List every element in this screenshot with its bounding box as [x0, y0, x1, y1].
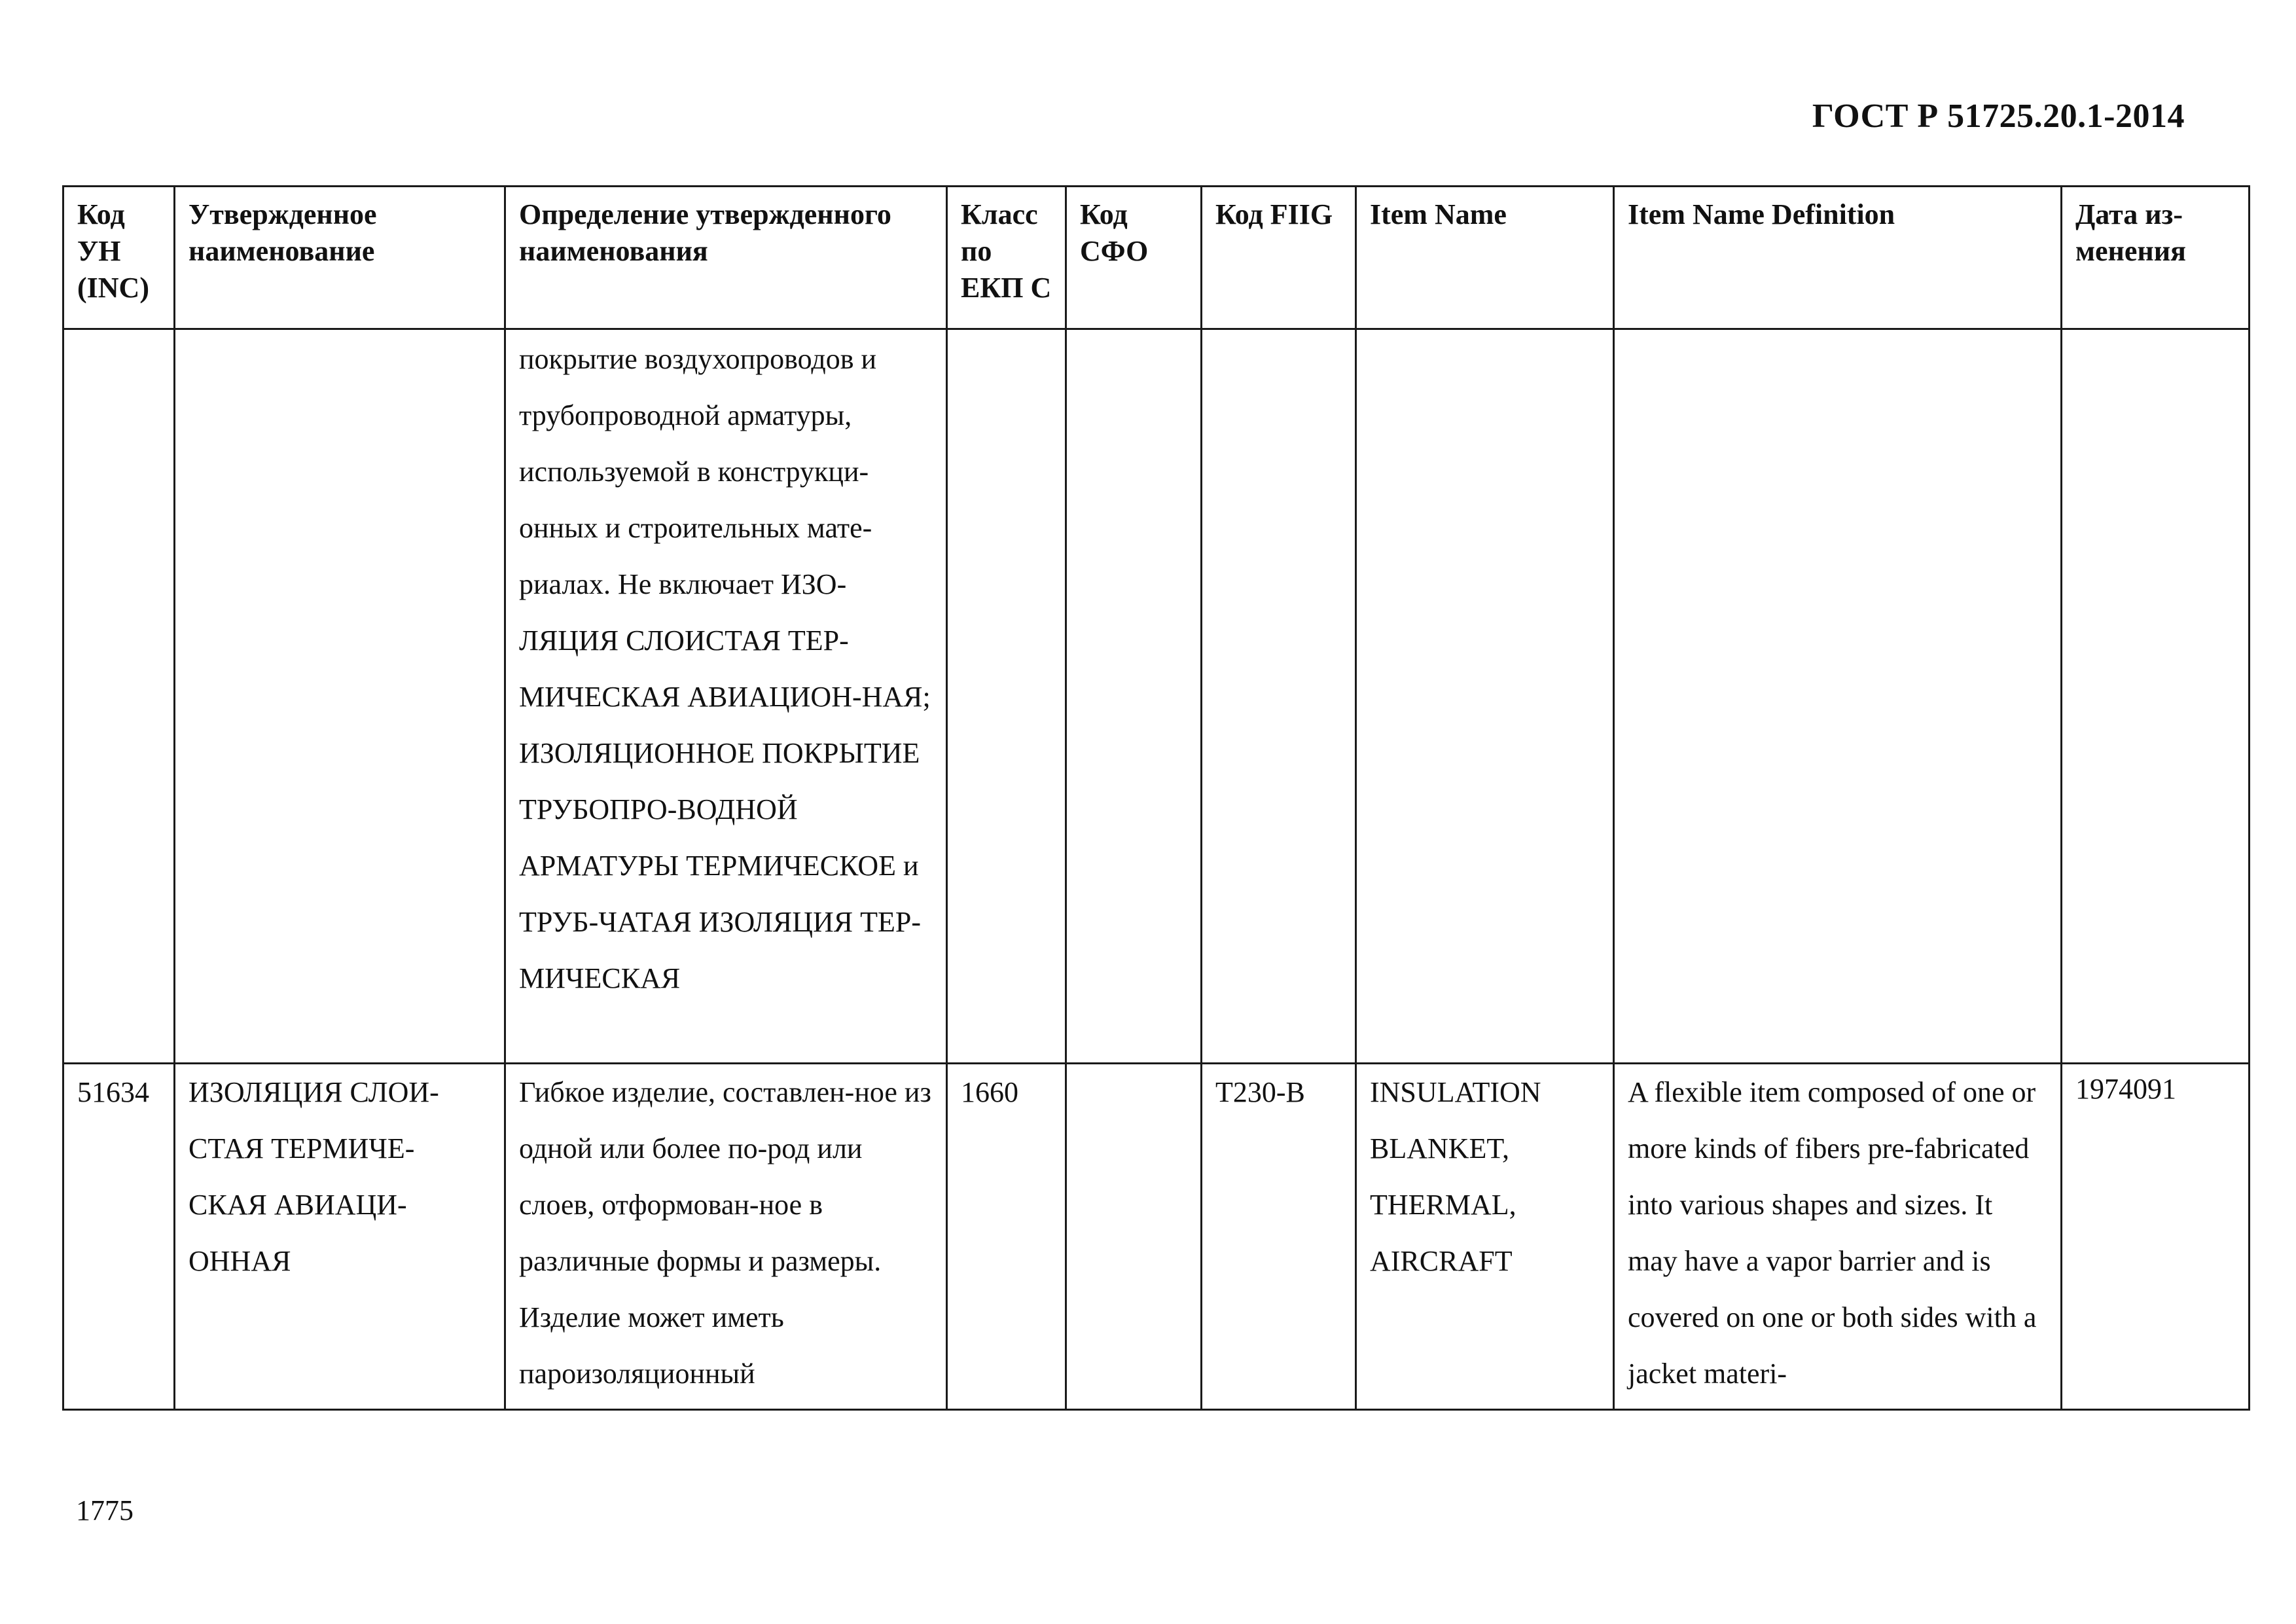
cell-change-date: 1974091: [2062, 1064, 2250, 1410]
cell-fiig-code: [1202, 329, 1356, 1064]
cell-definition: покрытие воздухопроводов и трубопроводной арматуры, используемой в конструкци-онных и строительных мате-риалах. Не включает ИЗО-ЛЯЦИЯ СЛОИСТАЯ ТЕР-МИЧЕСКАЯ АВИАЦИОН-НАЯ; ИЗОЛЯЦИОННОЕ ПОКРЫТИЕ ТРУБОПРО-ВОДНОЙ АРМАТУРЫ ТЕРМИЧЕСКОЕ и ТРУБ-ЧАТАЯ ИЗОЛЯЦИЯ ТЕР-МИЧЕСКАЯ: [505, 329, 947, 1064]
cell-approved-name: ИЗОЛЯЦИЯ СЛОИ-СТАЯ ТЕРМИЧЕ-СКАЯ АВИАЦИ-ОННАЯ: [175, 1064, 505, 1410]
cell-change-date: [2062, 329, 2250, 1064]
cell-definition: Гибкое изделие, составлен-ное из одной или более по-род или слоев, отформован-ное в различные формы и размеры. Изделие может иметь пароизоляционный: [505, 1064, 947, 1410]
cell-sfo-code: [1066, 1064, 1202, 1410]
header-fiig-code: Код FIIG: [1202, 187, 1356, 329]
header-item-name-definition: Item Name Definition: [1614, 187, 2062, 329]
cell-item-name: INSULATION BLANKET, THERMAL, AIRCRAFT: [1356, 1064, 1614, 1410]
cell-inc: 51634: [63, 1064, 175, 1410]
table-row-continuation: [63, 329, 2250, 1064]
table-header-row: [63, 187, 2250, 329]
cell-item-name-definition: [1614, 329, 2062, 1064]
header-approved-name: Утвержденное наименование: [175, 187, 505, 329]
document-code: ГОСТ Р 51725.20.1-2014: [1812, 98, 2185, 135]
header-change-date: Дата из-менения: [2062, 187, 2250, 329]
cell-ekps-class: [947, 329, 1066, 1064]
nomenclature-table: [62, 185, 2250, 1411]
cell-inc: [63, 329, 175, 1064]
cell-sfo-code: [1066, 329, 1202, 1064]
cell-ekps-class: 1660: [947, 1064, 1066, 1410]
header-item-name: Item Name: [1356, 187, 1614, 329]
cell-item-name: [1356, 329, 1614, 1064]
cell-fiig-code: T230-B: [1202, 1064, 1356, 1410]
table-row-entry: [63, 1064, 2250, 1410]
header-inc: Код УН (INC): [63, 187, 175, 329]
header-ekps-class: Класс по ЕКП С: [947, 187, 1066, 329]
cell-approved-name: [175, 329, 505, 1064]
cell-item-name-definition: A flexible item composed of one or more kinds of fibers pre-fabricated into various shapes and sizes. It may have a vapor barrier and is covered on one or both sides with a jacket materi-: [1614, 1064, 2062, 1410]
page-number: 1775: [76, 1494, 134, 1526]
header-definition: Определение утвержденного наименования: [505, 187, 947, 329]
header-sfo-code: Код СФО: [1066, 187, 1202, 329]
